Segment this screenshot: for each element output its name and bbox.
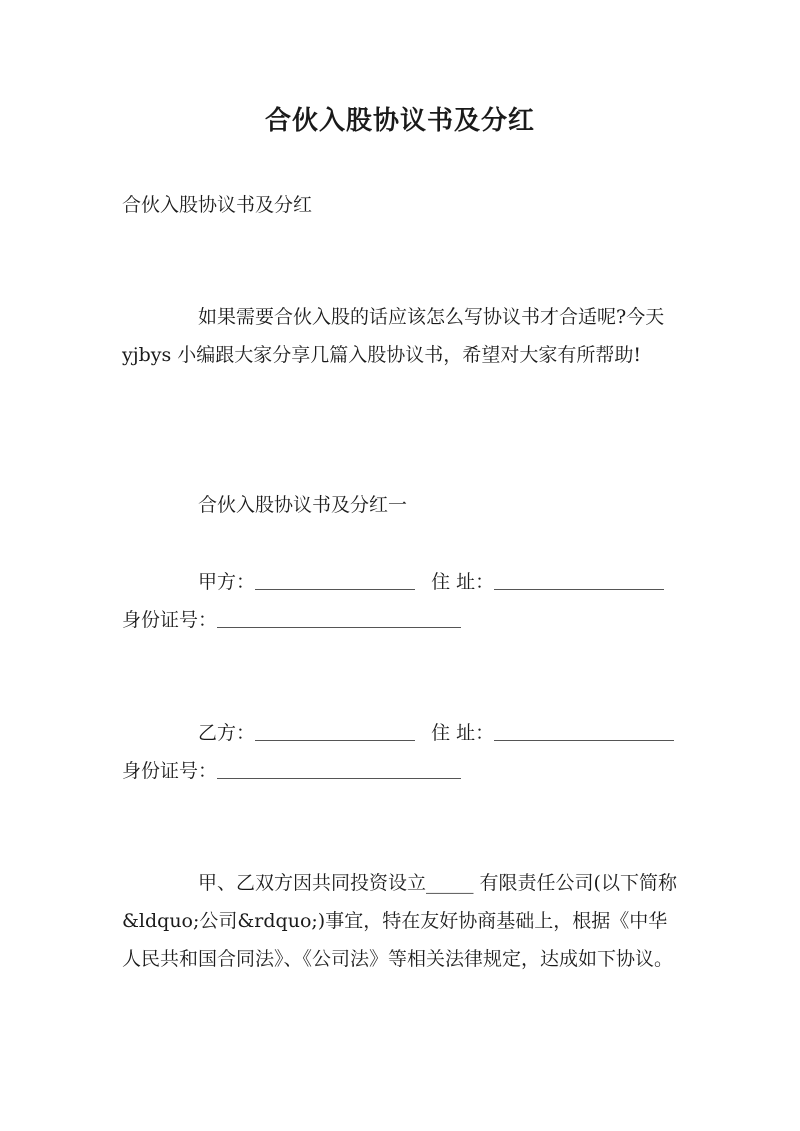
document-subtitle: 合伙入股协议书及分红 bbox=[122, 194, 313, 216]
party-a-id-row bbox=[122, 601, 682, 639]
document-title: 合伙入股协议书及分红 bbox=[264, 106, 535, 136]
party-a-id-blank bbox=[217, 605, 461, 628]
party-a-name-blank bbox=[255, 567, 415, 590]
party-b-name-blank bbox=[255, 718, 415, 741]
party-a-id-label: 身份证号： bbox=[122, 609, 218, 631]
party-b-label: 乙方： bbox=[198, 722, 256, 744]
party-a-address-blank bbox=[494, 567, 664, 590]
section-heading: 合伙入股协议书及分红一 bbox=[198, 494, 408, 516]
party-a-label: 甲方： bbox=[198, 571, 256, 593]
agreement-paragraph: 甲、乙双方因共同投资设立_____ 有限责任公司(以下简称&ldquo;公司&rdquo;)事宜，特在友好协商基础上，根据《中华人民共和国合同法》、《公司法》等相关法律规定，达成如下协议。 bbox=[122, 872, 677, 970]
party-b-id-row bbox=[122, 752, 682, 790]
party-b-address-label: 住 址： bbox=[431, 722, 495, 744]
party-b-row bbox=[122, 714, 682, 752]
party-b-address-blank bbox=[494, 718, 674, 741]
party-a-row bbox=[122, 563, 682, 601]
intro-paragraph: 如果需要合伙入股的话应该怎么写协议书才合适呢?今天 yjbys 小编跟大家分享几篇入股协议书，希望对大家有所帮助! bbox=[122, 306, 665, 366]
party-a-address-label: 住 址： bbox=[431, 571, 495, 593]
party-b-id-blank bbox=[217, 756, 461, 779]
party-b-id-label: 身份证号： bbox=[122, 760, 218, 782]
